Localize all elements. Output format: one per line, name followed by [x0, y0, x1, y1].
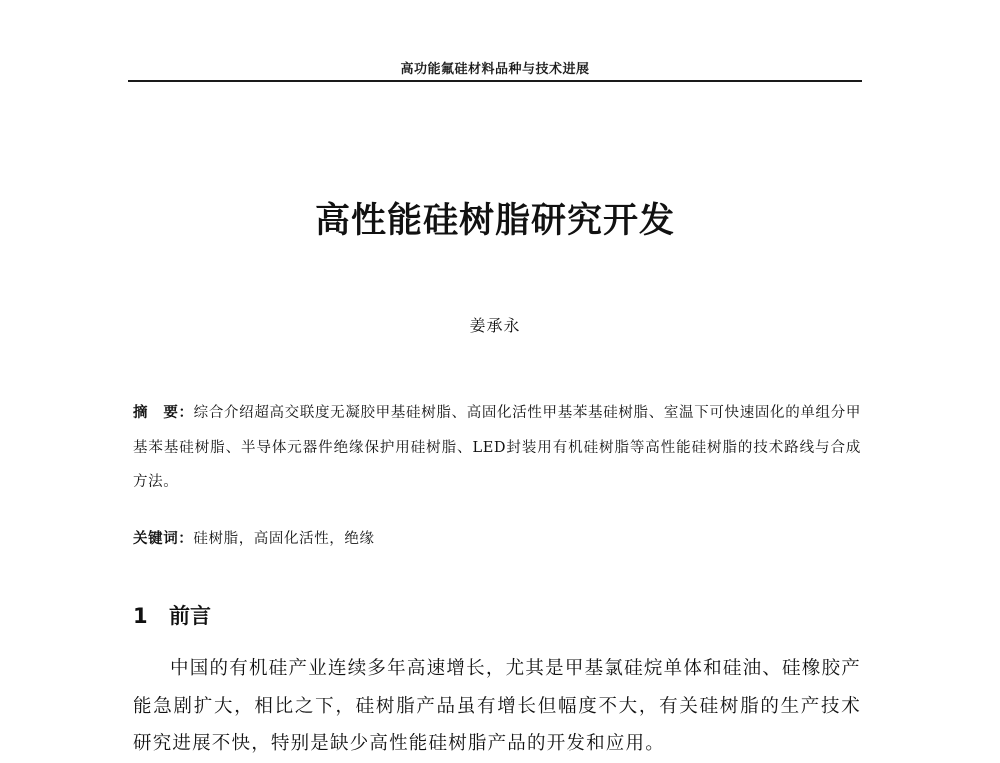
header-rule — [128, 80, 862, 82]
section-title: 前言 — [169, 604, 211, 628]
keywords — [133, 527, 861, 548]
keywords-label: 关键词： — [133, 531, 194, 547]
keywords-text: 硅树脂，高固化活性，绝缘 — [193, 531, 375, 547]
section-number: 1 — [133, 604, 148, 628]
abstract-label: 摘 要： — [133, 405, 194, 421]
author: 姜承永 — [469, 316, 521, 335]
abstract — [133, 396, 861, 500]
body-paragraph: 中国的有机硅产业连续多年高速增长，尤其是甲基氯硅烷单体和硅油、硅橡胶产能急剧扩大，相比之下，硅树脂产品虽有增长但幅度不大，有关硅树脂的生产技术研究进展不快，特别是缺少高性能硅树脂产品的开发和应用。 — [133, 658, 861, 754]
running-header: 高功能氟硅材料品种与技术进展 — [400, 62, 590, 77]
paper-title: 高性能硅树脂研究开发 — [314, 201, 675, 241]
abstract-text: 综合介绍超高交联度无凝胶甲基硅树脂、高固化活性甲基苯基硅树脂、室温下可快速固化的单组分甲基苯基硅树脂、半导体元器件绝缘保护用硅树脂、LED封装用有机硅树脂等高性能硅树脂的技术路线与合成方法。 — [133, 405, 861, 490]
section-heading — [133, 600, 211, 630]
